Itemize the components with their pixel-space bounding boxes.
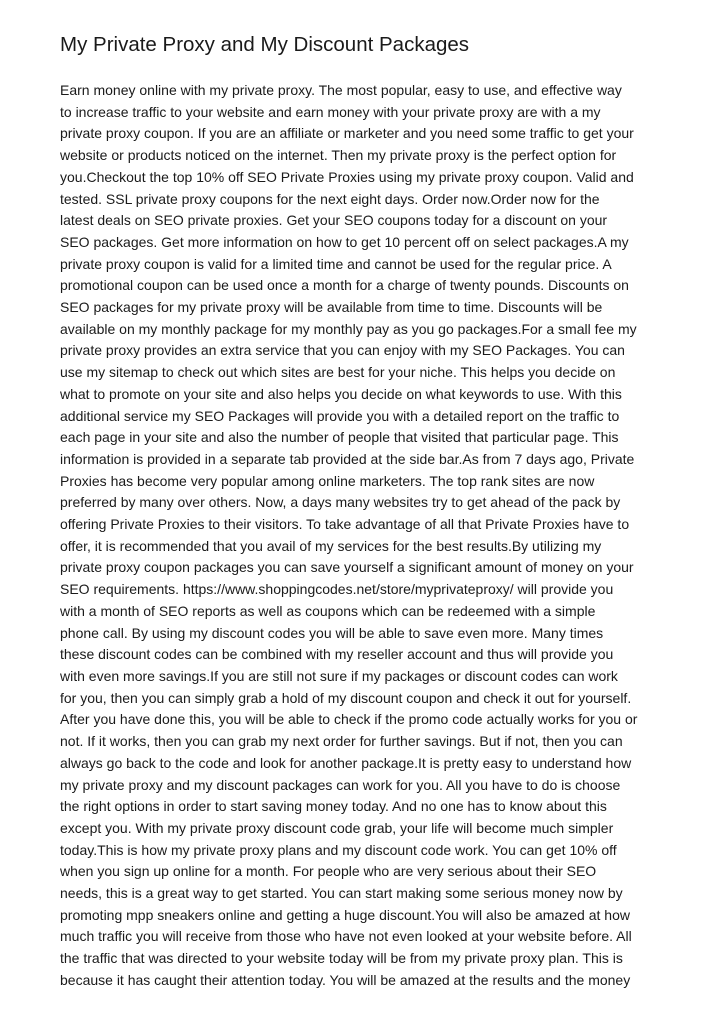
body-text-line: to increase traffic to your website and earn money with your private proxy are with a my xyxy=(60,103,601,120)
body-text-line: promotional coupon can be used once a month for a charge of twenty pounds. Discounts on xyxy=(60,277,629,294)
body-text-line: with a month of SEO reports as well as coupons which can be redeemed with a simple xyxy=(60,602,596,619)
body-text-line: my private proxy and my discount packages can work for you. All you have to do is choose xyxy=(60,776,621,793)
body-text-line: Earn money online with my private proxy. The most popular, easy to use, and effective way xyxy=(60,82,622,98)
body-text-line: offering Private Proxies to their visitors. To take advantage of all that Private Proxies have to xyxy=(60,516,630,533)
body-text-line: SEO requirements. https://www.shoppingcodes.net/store/myprivateproxy/ will provide you xyxy=(60,581,614,598)
body-text-line: information is provided in a separate tab provided at the side bar.As from 7 days ago, Private xyxy=(60,450,635,467)
document-body xyxy=(60,80,680,992)
body-text-line: the traffic that was directed to your website today will be from my private proxy plan. This is xyxy=(60,950,623,967)
body-text-line: what to promote on your site and also helps you decide on what keywords to use. With this xyxy=(60,385,622,402)
body-text-line: use my sitemap to check out which sites are best for your niche. This helps you decide on xyxy=(60,364,616,381)
body-text-line: you.Checkout the top 10% off SEO Private Proxies using my private proxy coupon. Valid and xyxy=(60,168,634,185)
body-text-line: each page in your site and also the number of people that visited that particular page. This xyxy=(60,429,619,446)
body-text-line: needs, this is a great way to get started. You can start making some serious money now by xyxy=(60,885,623,902)
body-text-line: much traffic you will receive from those who have not even looked at your website before. All xyxy=(60,928,632,945)
body-text-line: additional service my SEO Packages will provide you with a detailed report on the traffic to xyxy=(60,407,620,424)
body-text-line: Proxies has become very popular among online marketers. The top rank sites are now xyxy=(60,472,595,489)
body-text-line: offer, it is recommended that you avail of my services for the best results.By utilizing my xyxy=(60,537,602,554)
body-text-line: preferred by many over others. Now, a days many websites try to get ahead of the pack by xyxy=(60,494,621,511)
document-title: My Private Proxy and My Discount Packages xyxy=(60,33,470,56)
body-text-line: phone call. By using my discount codes you will be able to save even more. Many times xyxy=(60,624,604,641)
body-text-line: the right options in order to start saving money today. And no one has to know about this xyxy=(60,798,607,815)
body-text-line: private proxy provides an extra service that you can enjoy with my SEO Packages. You can xyxy=(60,342,625,359)
body-text-line: not. If it works, then you can grab my next order for further savings. But if not, then you can xyxy=(60,733,623,750)
body-text-line: private proxy coupon. If you are an affiliate or marketer and you need some traffic to get your xyxy=(60,125,634,142)
body-text-line: website or products noticed on the internet. Then my private proxy is the perfect option for xyxy=(60,147,617,164)
body-text-line: available on my monthly package for my monthly pay as you go packages.For a small fee my xyxy=(60,320,637,337)
body-text-line: except you. With my private proxy discount code grab, your life will become much simpler xyxy=(60,819,614,836)
body-text-line: these discount codes can be combined with my reseller account and thus will provide you xyxy=(60,646,614,663)
body-text-line: SEO packages. Get more information on how to get 10 percent off on select packages.A my xyxy=(60,233,629,250)
body-text-line: promoting mpp sneakers online and getting a huge discount.You will also be amazed at how xyxy=(60,906,630,923)
body-text-line: when you sign up online for a month. For people who are very serious about their SEO xyxy=(60,863,597,880)
body-text-line: always go back to the code and look for another package.It is pretty easy to understand how xyxy=(60,754,632,771)
body-text-line: today.This is how my private proxy plans and my discount code work. You can get 10% off xyxy=(60,841,617,858)
body-text-line: tested. SSL private proxy coupons for the next eight days. Order now.Order now for the xyxy=(60,190,600,207)
body-text-line: private proxy coupon is valid for a limited time and cannot be used for the regular price. A xyxy=(60,255,612,272)
body-text-line: latest deals on SEO private proxies. Get your SEO coupons today for a discount on your xyxy=(60,212,608,229)
body-text-line: After you have done this, you will be able to check if the promo code actually works for you or xyxy=(60,711,638,728)
body-text-line: private proxy coupon packages you can save yourself a significant amount of money on your xyxy=(60,559,634,576)
body-text-line: for you, then you can simply grab a hold of my discount coupon and check it out for yourself. xyxy=(60,689,632,706)
body-text-line: SEO packages for my private proxy will be available from time to time. Discounts will be xyxy=(60,299,603,316)
body-text-line: because it has caught their attention today. You will be amazed at the results and the money xyxy=(60,971,631,988)
body-text-line: with even more savings.If you are still not sure if my packages or discount codes can work xyxy=(60,667,618,684)
